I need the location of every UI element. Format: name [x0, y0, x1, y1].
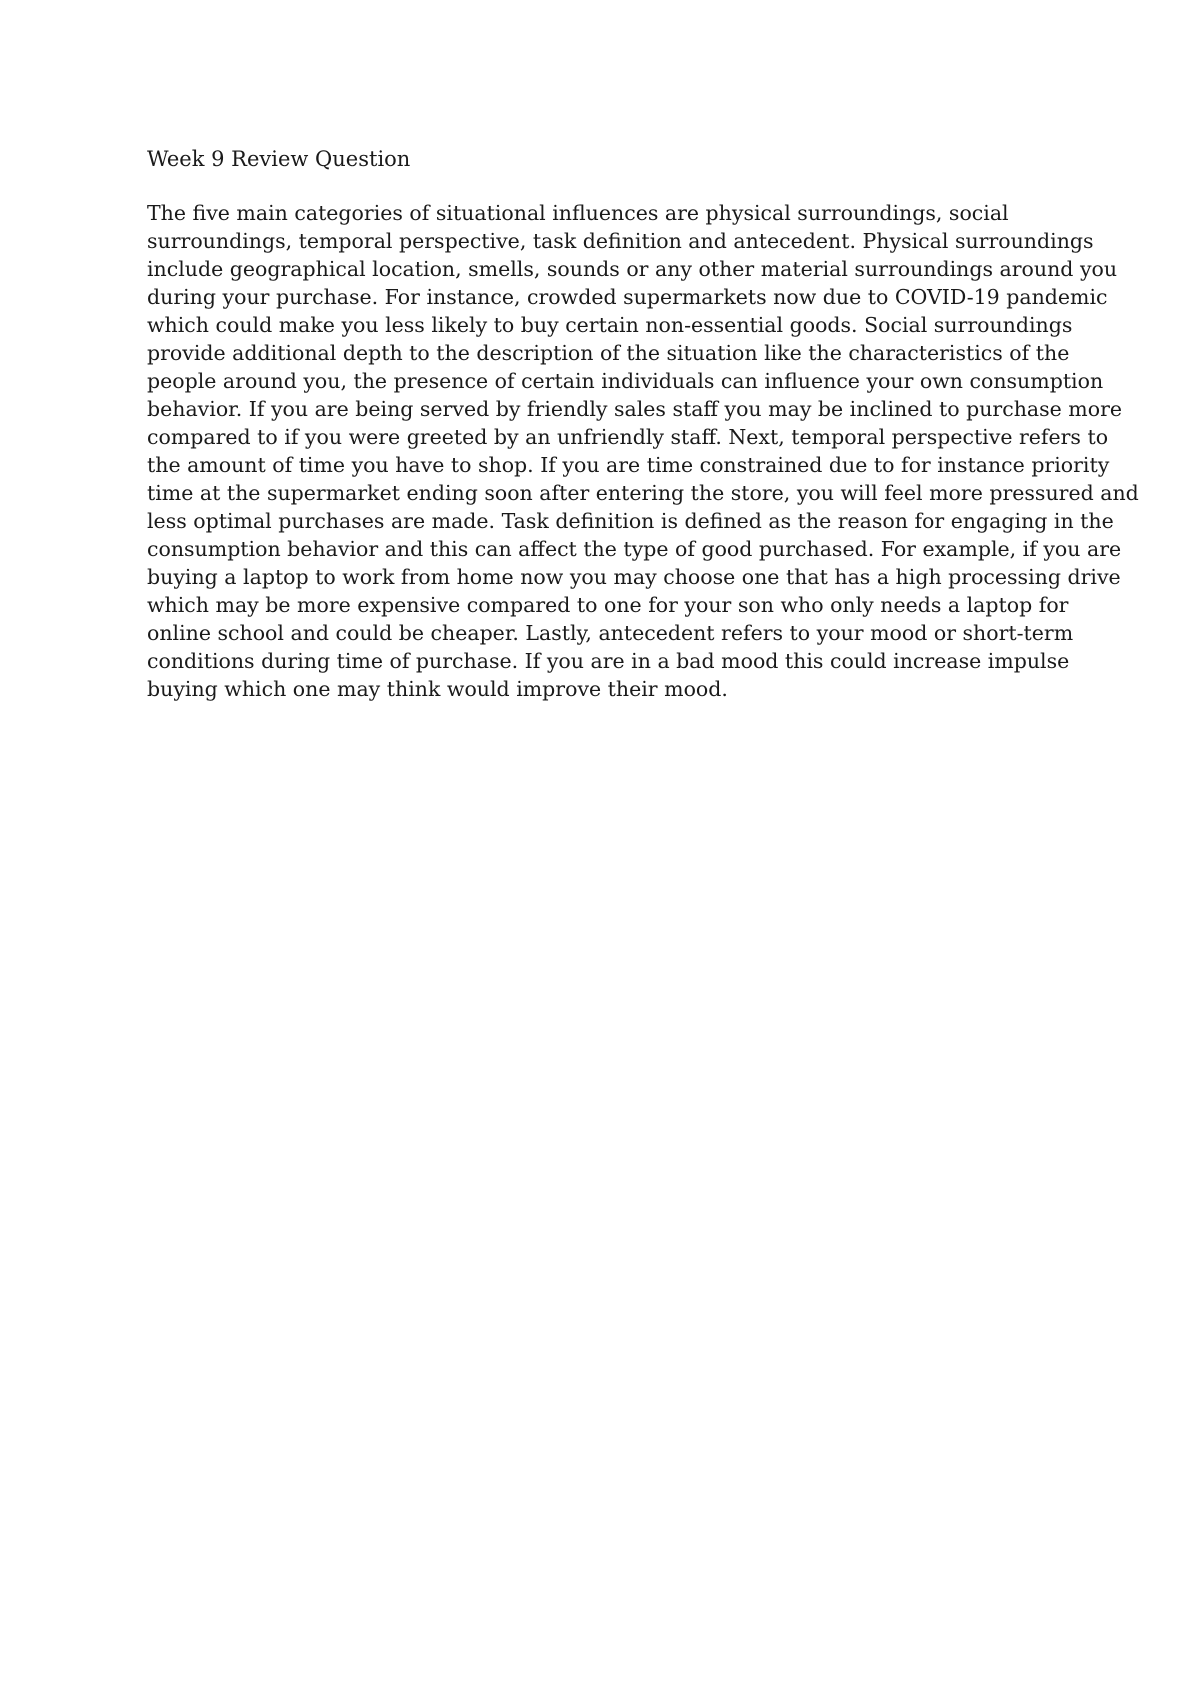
body-line: which may be more expensive compared to one for your son who only needs a laptop for	[147, 593, 1069, 617]
body-line: The five main categories of situational influences are physical surroundings, social	[147, 201, 1009, 225]
body-line: surroundings, temporal perspective, task definition and antecedent. Physical surroundings	[147, 229, 1094, 253]
body-line: include geographical location, smells, sounds or any other material surroundings around you	[147, 257, 1118, 281]
body-line: less optimal purchases are made. Task definition is defined as the reason for engaging in the	[147, 509, 1114, 533]
body-line: during your purchase. For instance, crowded supermarkets now due to COVID-19 pandemic	[147, 285, 1108, 309]
body-line: buying a laptop to work from home now you may choose one that has a high processing drive	[147, 565, 1121, 589]
document-body	[147, 199, 1139, 703]
body-line: compared to if you were greeted by an unfriendly staff. Next, temporal perspective refers to	[147, 425, 1109, 449]
body-line: time at the supermarket ending soon after entering the store, you will feel more pressured and	[147, 481, 1139, 505]
body-line: people around you, the presence of certain individuals can influence your own consumption	[147, 369, 1104, 393]
document-content	[147, 145, 1139, 703]
body-line: behavior. If you are being served by friendly sales staff you may be inclined to purchase more	[147, 397, 1123, 421]
document-title: Week 9 Review Question	[147, 147, 411, 171]
body-line: buying which one may think would improve their mood.	[147, 677, 728, 701]
body-line: conditions during time of purchase. If you are in a bad mood this could increase impulse	[147, 649, 1070, 673]
body-line: consumption behavior and this can affect the type of good purchased. For example, if you are	[147, 537, 1122, 561]
body-line: online school and could be cheaper. Lastly, antecedent refers to your mood or short-term	[147, 621, 1074, 645]
body-line: the amount of time you have to shop. If you are time constrained due to for instance priority	[147, 453, 1110, 477]
body-line: which could make you less likely to buy certain non-essential goods. Social surroundings	[147, 313, 1073, 337]
body-line: provide additional depth to the description of the situation like the characteristics of the	[147, 341, 1070, 365]
